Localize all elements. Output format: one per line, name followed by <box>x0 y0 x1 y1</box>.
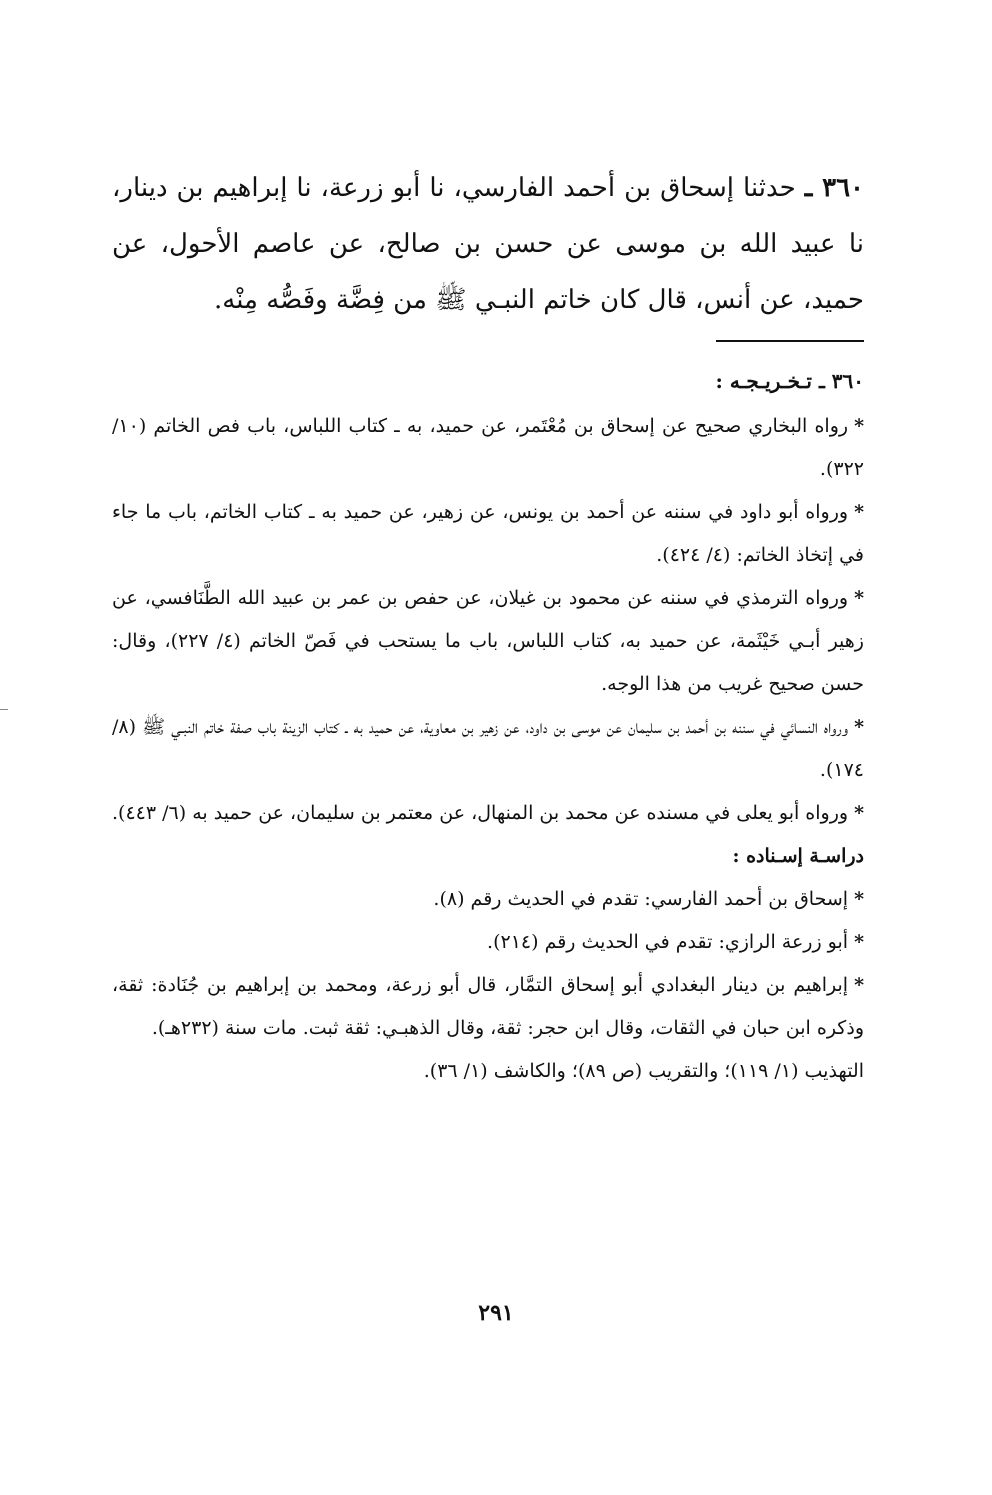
takhrij-item-text: ورواه الترمذي في سننه عن محمود بن غيلان، عن حفص بن عمر بن عبيد الله الطَّنَافسي، عن زهير أبـي خَيْثَمة، عن حميد به، كتاب اللباس، باب ما يستحب في فَصّ الخاتم (٤/ ٢٢٧)، وقال: حسن صحيح غريب من هذا الوجه. <box>112 587 864 695</box>
isnad-heading: دراسـة إسـناده : <box>732 845 864 867</box>
bullet-star: * <box>854 802 864 824</box>
takhrij-item <box>112 577 864 706</box>
hadith-number: ٣٦٠ ـ <box>804 173 865 203</box>
takhrij-item <box>112 706 864 792</box>
takhrij-item-text: ورواه أبو داود في سننه عن أحمد بن يونس، عن زهير، عن حميد به ـ كتاب الخاتم، باب ما جاء في إتخاذ الخاتم: (٤/ ٤٢٤). <box>112 501 864 566</box>
takhrij-item <box>112 405 864 491</box>
footnotes <box>112 360 864 1093</box>
takhrij-item-text: ورواه النسائي في سننه بن أحمد بن سليمان عن موسى بن داود، عن زهير بن معاوية، عن حميد به ـ كتاب الزينة باب صفة خاتم النبـي ﷺ (٨/ ١٧٤). <box>112 716 864 781</box>
takhrij-item-text: رواه البخاري صحيح عن إسحاق بن مُعْتَمر، عن حميد، به ـ كتاب اللباس، باب فص الخاتم (١٠/ ٣٢٢). <box>112 415 864 480</box>
bullet-star: * <box>854 974 864 996</box>
references-line: التهذيب (١/ ١١٩)؛ والتقريب (ص ٨٩)؛ والكاشف (١/ ٣٦). <box>423 1060 864 1082</box>
isnad-item-text: أبو زرعة الرازي: تقدم في الحديث رقم (٢١٤). <box>487 931 849 953</box>
footnote-separator <box>716 340 864 342</box>
isnad-item <box>112 921 864 964</box>
bullet-star: * <box>854 587 864 609</box>
hadith-text: حدثنا إسحاق بن أحمد الفارسي، نا أبو زرعة، نا إبراهيم بن دينار، نا عبيد الله بن موسى عن حسن بن صالح، عن عاصم الأحول، عن حميد، عن أنس، قال كان خاتم النبـي ﷺ من فِضَّة وفَصُّه مِنْه. <box>112 173 864 315</box>
takhrij-heading: ٣٦٠ ـ تـخـريـجـه : <box>715 369 864 393</box>
takhrij-item-text: ورواه أبو يعلى في مسنده عن محمد بن المنهال، عن معتمر بن سليمان، عن حميد به (٦/ ٤٤٣). <box>112 802 849 824</box>
isnad-item <box>112 964 864 1050</box>
takhrij-item <box>112 792 864 835</box>
bullet-star: * <box>854 716 864 738</box>
bullet-star: * <box>854 501 864 523</box>
bullet-star: * <box>854 888 864 910</box>
bullet-star: * <box>854 931 864 953</box>
page-number: ٢٩١ <box>478 1300 514 1326</box>
margin-mark <box>0 709 8 710</box>
bullet-star: * <box>854 415 864 437</box>
isnad-item-text: إبراهيم بن دينار البغدادي أبو إسحاق التمَّار، قال أبو زرعة، ومحمد بن إبراهيم بن جُنَادة: ثقة، وذكره ابن حبان في الثقات، وقال ابن حجر: ثقة، وقال الذهبـي: ثقة ثبت. مات سنة (٢٣٢هـ). <box>112 974 864 1039</box>
isnad-item-text: إسحاق بن أحمد الفارسي: تقدم في الحديث رقم (٨). <box>433 888 849 910</box>
hadith-paragraph <box>112 160 864 328</box>
isnad-item <box>112 878 864 921</box>
takhrij-item <box>112 491 864 577</box>
